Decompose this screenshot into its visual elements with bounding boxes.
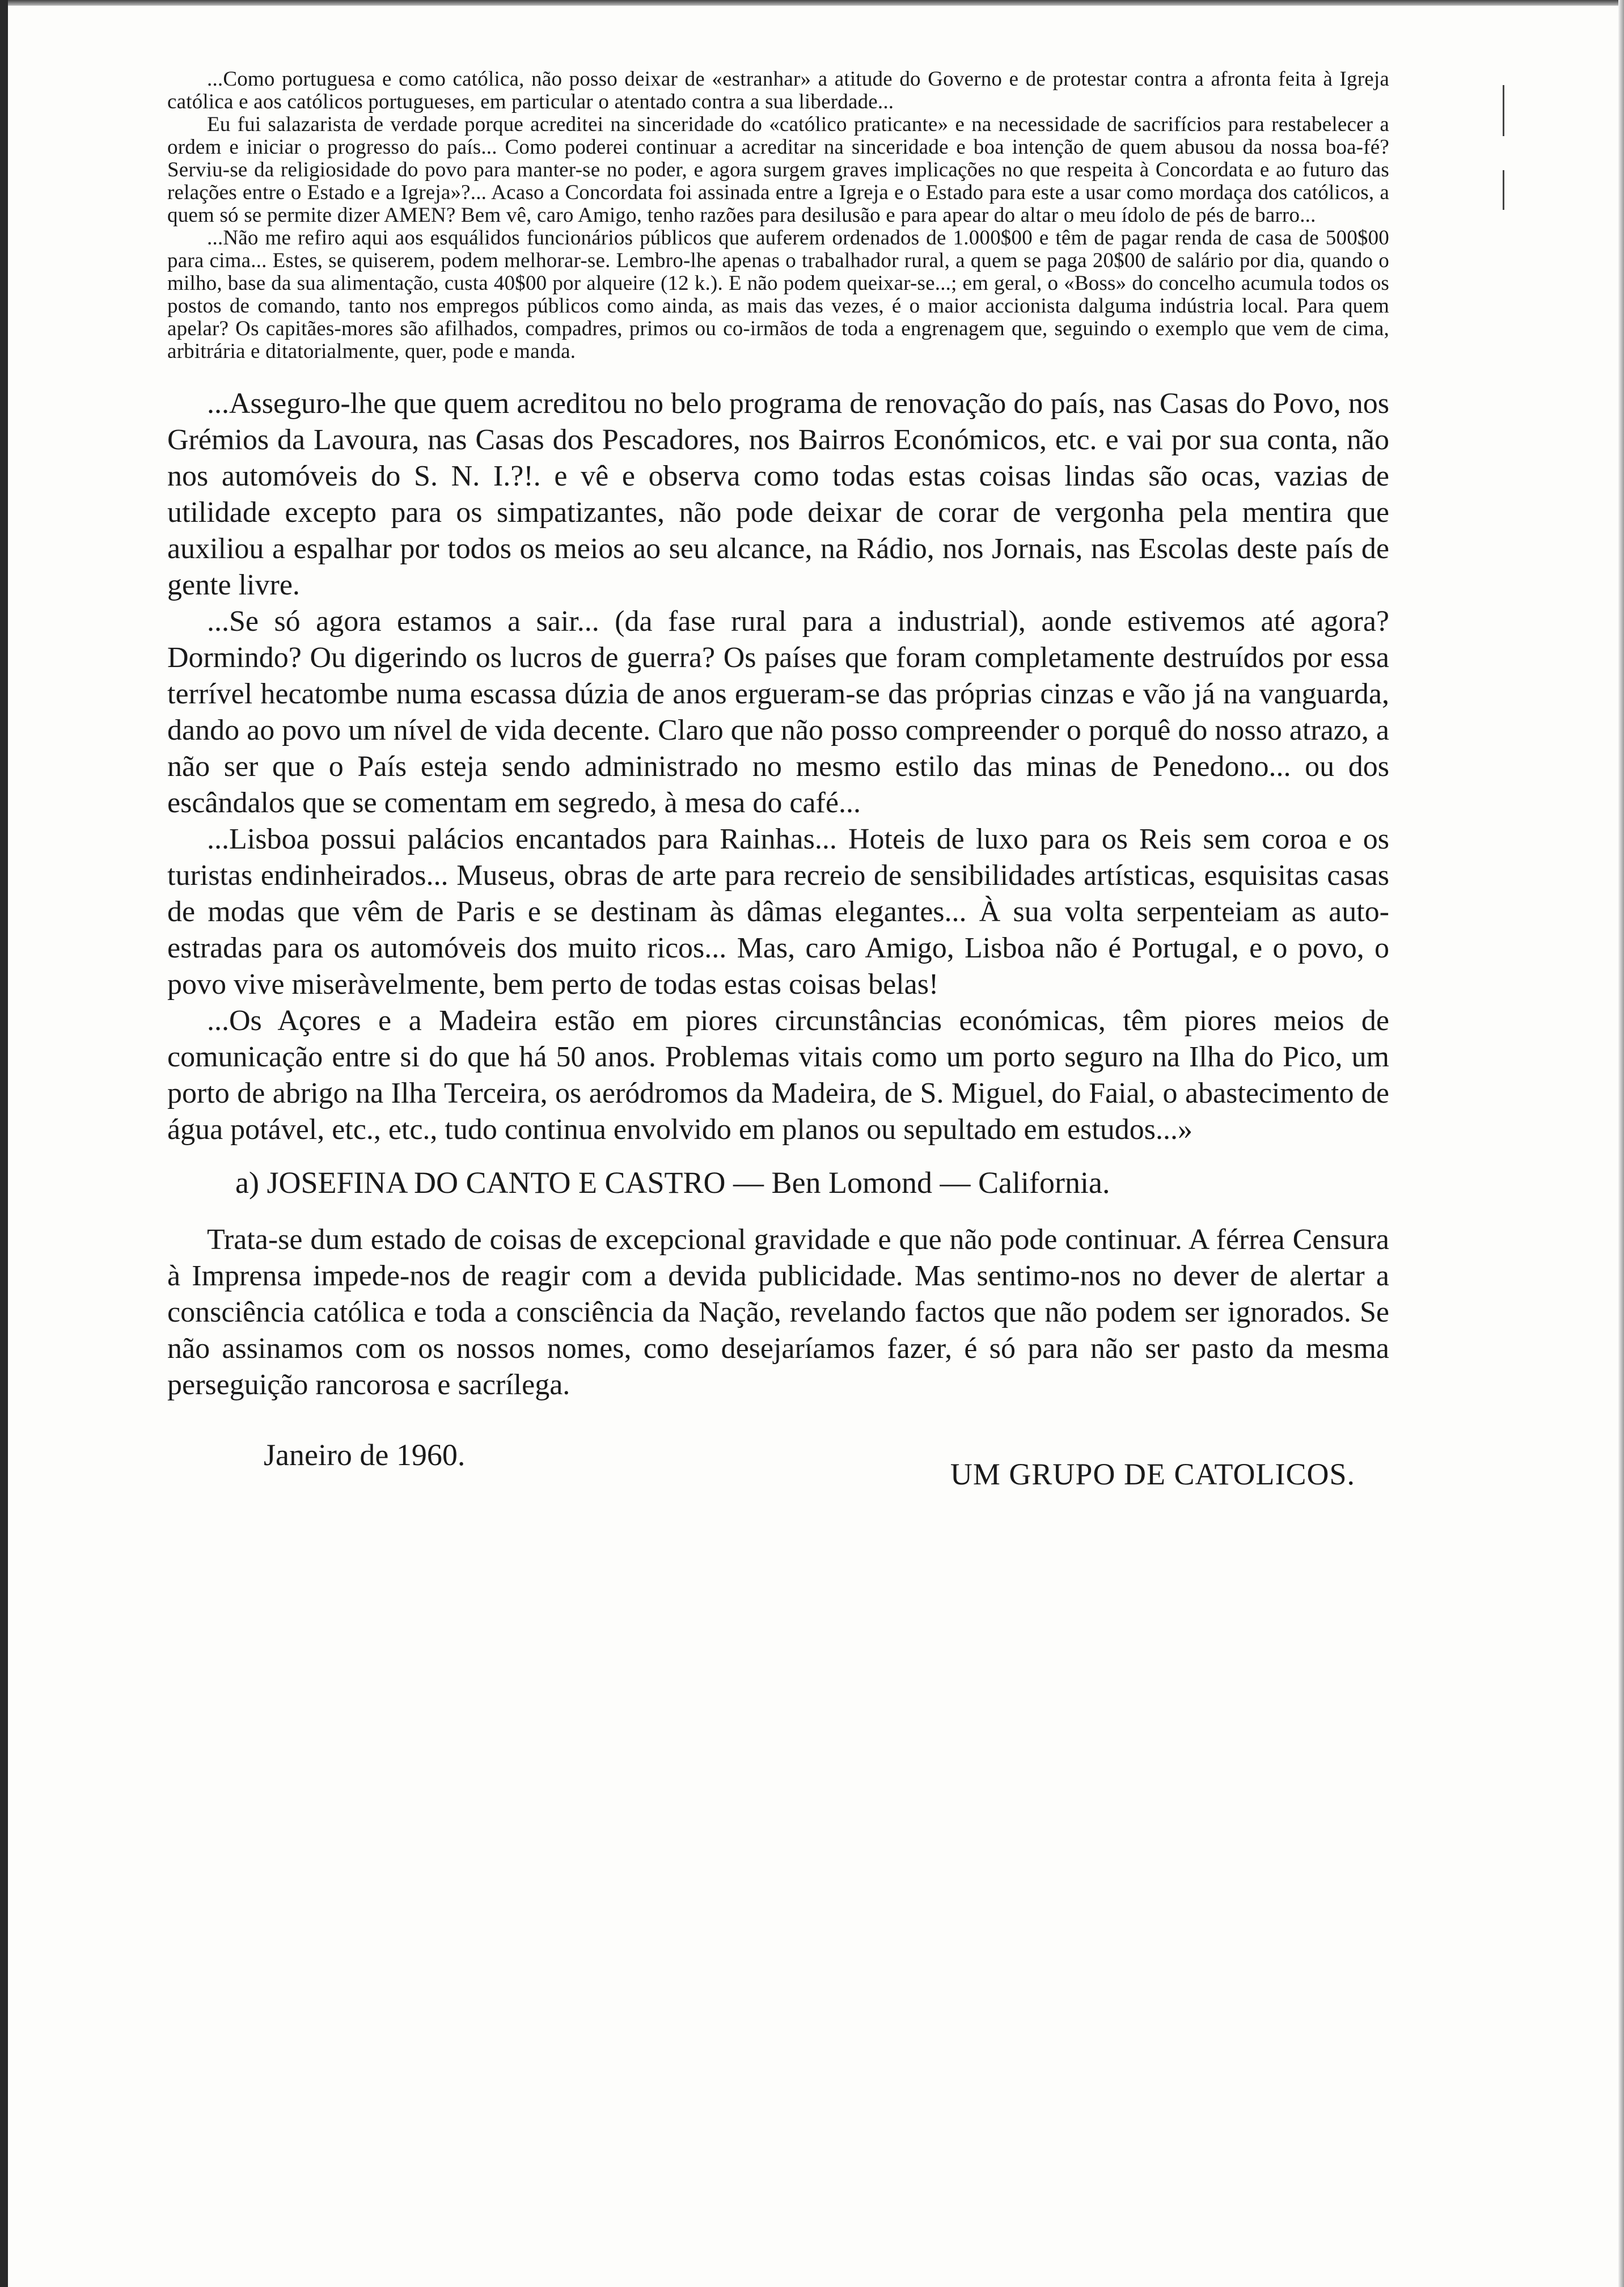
quote-paragraph: ...Como portuguesa e como católica, não posso deixar de «estranhar» a atitude do Governo e de protestar contra a afronta feita à Igreja católica e aos católicos portugueses, em particular o atentado contra a sua liberdade... [167, 67, 1389, 113]
letter-body [167, 386, 1389, 1148]
margin-mark [1503, 170, 1504, 210]
body-paragraph: ...Se só agora estamos a sair... (da fase rural para a industrial), aonde estivemos até agora? Dormindo? Ou digerindo os lucros de guerra? Os países que foram completamente destruídos por essa terrível hecatombe numa escassa dúzia de anos ergueram-se das próprias cinzas e vão já na vanguarda, dando ao povo um nível de vida decente. Claro que não posso compreender o porquê do nosso atrazo, a não ser que o País esteja sendo administrado no mesmo estilo das minas de Penedono... ou dos escândalos que se comentam em segredo, à mesa do café... [167, 605, 1389, 819]
document-text [167, 68, 1389, 1505]
quote-paragraph: ...Não me refiro aqui aos esquálidos funcionários públicos que auferem ordenados de 1.000$00 e têm de pagar renda de casa de 500$00 para cima... Estes, se quiserem, podem melhorar-se. Lembro-lhe apenas o trabalhador rural, a quem se paga 20$00 de salário por dia, quando o milho, base da sua alimentação, custa 40$00 por alqueire (12 k.). E não podem queixar-se...; em geral, o «Boss» do concelho acumula todos os postos de comando, tanto nos empregos públicos como ainda, as mais das vezes, é o maior accionista dalguma indústria local. Para quem apelar? Os capitães-mores são afilhados, compadres, primos ou co-irmãos de toda a engrenagem que, seguindo o exemplo que vem de cima, arbitrária e ditatorialmente, quer, pode e manda. [167, 226, 1389, 363]
body-paragraph: ...Lisboa possui palácios encantados para Rainhas... Hoteis de luxo para os Reis sem coroa e os turistas endinheirados... Museus, obras de arte para recreio de sensibilidades artísticas, esquisitas casas de modas que vêm de Paris e se destinam às dâmas elegantes... À sua volta serpenteiam as auto-estradas para os automóveis dos muito ricos... Mas, caro Amigo, Lisboa não é Portugal, e o povo, o povo vive miseràvelmente, bem perto de todas estas coisas belas! [167, 823, 1389, 1001]
document-footer [167, 1437, 1389, 1505]
scan-edge-left [0, 0, 8, 2287]
group-signature: UM GRUPO DE CATOLICOS. [950, 1457, 1355, 1491]
body-paragraph: ...Asseguro-lhe que quem acreditou no belo programa de renovação do país, nas Casas do Povo, nos Grémios da Lavoura, nas Casas dos Pescadores, nos Bairros Económicos, etc. e vai por sua conta, não nos automóveis do S. N. I.?!. e vê e observa como todas estas coisas lindas são ocas, vazias de utilidade excepto para os simpatizantes, não pode deixar de corar de vergonha pela mentira que auxiliou a espalhar por todos os meios ao seu alcance, na Rádio, nos Jornais, nas Escolas deste país de gente livre. [167, 387, 1389, 601]
closing-paragraph: Trata-se dum estado de coisas de excepcional gravidade e que não pode continuar. A férrea Censura à Imprensa impede-nos de reagir com a devida publicidade. Mas sentimo-nos no dever de alertar a consciência católica e toda a consciência da Nação, revelando factos que não podem ser ignorados. Se não assinamos com os nossos nomes, como desejaríamos fazer, é só para não ser pasto da mesma perseguição rancorosa e sacrílega. [167, 1223, 1389, 1401]
quote-paragraph: Eu fui salazarista de verdade porque acreditei na sinceridade do «católico praticante» e na necessidade de sacrifícios para restabelecer a ordem e iniciar o progresso do país... Como poderei continuar a acreditar na sinceridade e boa intenção de quem abusou da nossa boa-fé? Serviu-se da religiosidade do povo para manter-se no poder, e agora surgem graves implicações no que respeita à Concordata e ao futuro das relações entre o Estado e a Igreja»?... Acaso a Concordata foi assinada entre a Igreja e o Estado para este a usar como mordaça dos católicos, a quem só se permite dizer AMEN? Bem vê, caro Amigo, tenho razões para desilusão e para apear do altar o meu ídolo de pés de barro... [167, 113, 1389, 227]
quoted-letter [167, 68, 1389, 363]
scan-edge-right [1618, 0, 1624, 2287]
letter-signature: a) JOSEFINA DO CANTO E CASTRO — Ben Lomond — California. [235, 1166, 1110, 1200]
document-date: Janeiro de 1960. [264, 1438, 466, 1472]
margin-mark [1503, 85, 1504, 136]
scan-edge-top [0, 0, 1624, 6]
body-paragraph: ...Os Açores e a Madeira estão em piores circunstâncias económicas, têm piores meios de comunicação entre si do que há 50 anos. Problemas vitais como um porto seguro na Ilha do Pico, um porto de abrigo na Ilha Terceira, os aeródromos da Madeira, de S. Miguel, do Faial, o abastecimento de água potável, etc., etc., tudo continua envolvido em planos ou sepultado em estudos...» [167, 1005, 1389, 1146]
closing-statement [167, 1222, 1389, 1403]
